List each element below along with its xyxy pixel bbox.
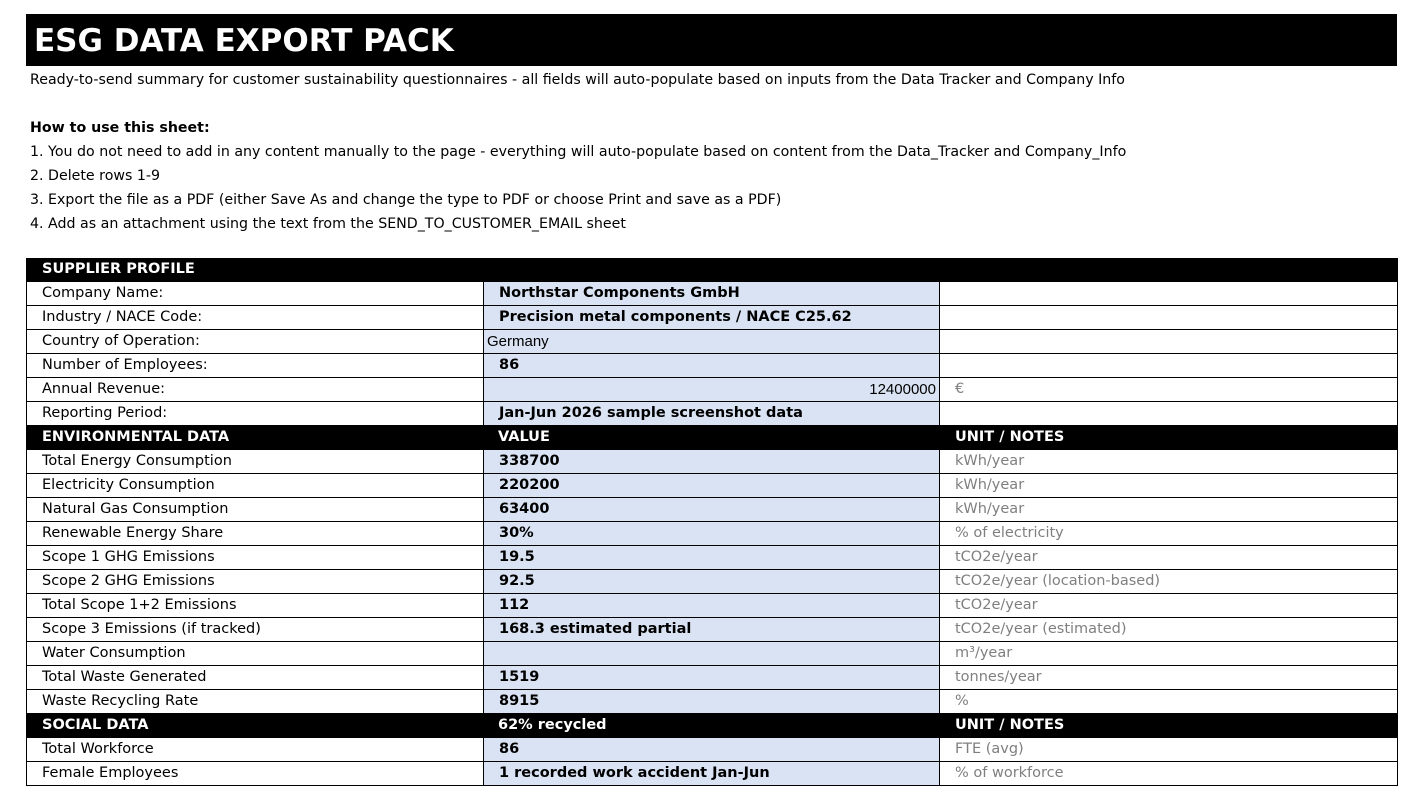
row-label[interactable]: Reporting Period: — [26, 402, 483, 425]
row-value[interactable]: Northstar Components GmbH — [483, 282, 940, 305]
row-label[interactable]: Company Name: — [26, 282, 483, 305]
row-unit[interactable]: tCO2e/year (location-based) — [940, 570, 1398, 593]
row-value[interactable]: 1 recorded work accident Jan-Jun — [483, 762, 940, 785]
row-label[interactable]: Scope 1 GHG Emissions — [26, 546, 483, 569]
page-title: ESG DATA EXPORT PACK — [34, 23, 454, 59]
table-row — [26, 546, 1398, 570]
row-value[interactable]: 8915 — [483, 690, 940, 713]
section-title[interactable]: ENVIRONMENTAL DATA — [26, 426, 483, 449]
table-row — [26, 738, 1398, 762]
instructions-heading: How to use this sheet: — [30, 120, 210, 136]
row-value[interactable]: Jan-Jun 2026 sample screenshot data — [483, 402, 940, 425]
row-unit[interactable]: tCO2e/year — [940, 546, 1398, 569]
row-label[interactable]: Number of Employees: — [26, 354, 483, 377]
value-column-header[interactable]: VALUE — [483, 426, 940, 449]
row-value[interactable]: 19.5 — [483, 546, 940, 569]
row-label[interactable]: Country of Operation: — [26, 330, 483, 353]
table-row — [26, 498, 1398, 522]
unit-column-header[interactable]: UNIT / NOTES — [940, 714, 1398, 737]
row-value[interactable]: 112 — [483, 594, 940, 617]
row-label[interactable]: Natural Gas Consumption — [26, 498, 483, 521]
section-header-supplier-profile — [26, 258, 1398, 282]
row-unit[interactable]: € — [940, 378, 1398, 401]
row-label[interactable]: Annual Revenue: — [26, 378, 483, 401]
section-header-environmental — [26, 426, 1398, 450]
section-title[interactable]: SOCIAL DATA — [26, 714, 483, 737]
table-row — [26, 354, 1398, 378]
row-unit[interactable]: kWh/year — [940, 498, 1398, 521]
table-row — [26, 666, 1398, 690]
row-value[interactable]: Germany — [483, 330, 940, 353]
row-label[interactable]: Female Employees — [26, 762, 483, 785]
row-unit[interactable]: kWh/year — [940, 450, 1398, 473]
table-row — [26, 378, 1398, 402]
row-label[interactable]: Electricity Consumption — [26, 474, 483, 497]
row-value[interactable]: 63400 — [483, 498, 940, 521]
row-unit[interactable] — [940, 330, 1398, 353]
instruction-step-2: 2. Delete rows 1-9 — [30, 168, 161, 184]
table-row — [26, 570, 1398, 594]
table-row — [26, 402, 1398, 426]
row-value[interactable]: 1519 — [483, 666, 940, 689]
row-unit[interactable]: tonnes/year — [940, 666, 1398, 689]
row-label[interactable]: Scope 3 Emissions (if tracked) — [26, 618, 483, 641]
row-unit[interactable]: % — [940, 690, 1398, 713]
table-row — [26, 450, 1398, 474]
table-row — [26, 306, 1398, 330]
page-subtitle: Ready-to-send summary for customer sustainability questionnaires - all fields will auto-populate based on inputs from the Data Tracker and Company Info — [30, 72, 1125, 88]
section-title[interactable]: SUPPLIER PROFILE — [26, 258, 483, 281]
row-label[interactable]: Total Energy Consumption — [26, 450, 483, 473]
row-unit[interactable]: tCO2e/year (estimated) — [940, 618, 1398, 641]
table-row — [26, 690, 1398, 714]
row-unit[interactable]: m³/year — [940, 642, 1398, 665]
row-label[interactable]: Water Consumption — [26, 642, 483, 665]
row-label[interactable]: Total Workforce — [26, 738, 483, 761]
row-value[interactable]: 220200 — [483, 474, 940, 497]
unit-column-header[interactable]: UNIT / NOTES — [940, 426, 1398, 449]
row-label[interactable]: Scope 2 GHG Emissions — [26, 570, 483, 593]
row-value[interactable] — [483, 642, 940, 665]
table-row — [26, 618, 1398, 642]
table-row — [26, 642, 1398, 666]
row-label[interactable]: Total Scope 1+2 Emissions — [26, 594, 483, 617]
instruction-step-4: 4. Add as an attachment using the text from the SEND_TO_CUSTOMER_EMAIL sheet — [30, 216, 626, 232]
row-label[interactable]: Waste Recycling Rate — [26, 690, 483, 713]
instruction-step-1: 1. You do not need to add in any content manually to the page - everything will auto-populate based on content from the Data_Tracker and Company_Info — [30, 144, 1127, 160]
row-value[interactable]: 92.5 — [483, 570, 940, 593]
row-unit[interactable]: % of electricity — [940, 522, 1398, 545]
row-label[interactable]: Total Waste Generated — [26, 666, 483, 689]
table-row — [26, 522, 1398, 546]
row-value[interactable]: Precision metal components / NACE C25.62 — [483, 306, 940, 329]
row-value[interactable]: 86 — [483, 354, 940, 377]
table-row — [26, 330, 1398, 354]
section-header-social — [26, 714, 1398, 738]
esg-data-table — [26, 258, 1398, 786]
row-unit[interactable]: tCO2e/year — [940, 594, 1398, 617]
row-value[interactable]: 168.3 estimated partial — [483, 618, 940, 641]
row-unit[interactable]: % of workforce — [940, 762, 1398, 785]
row-label[interactable]: Industry / NACE Code: — [26, 306, 483, 329]
row-value[interactable]: 30% — [483, 522, 940, 545]
row-unit[interactable] — [940, 306, 1398, 329]
row-unit[interactable] — [940, 402, 1398, 425]
table-row — [26, 762, 1398, 786]
row-label[interactable]: Renewable Energy Share — [26, 522, 483, 545]
table-row — [26, 282, 1398, 306]
row-unit[interactable] — [940, 282, 1398, 305]
instruction-step-3: 3. Export the file as a PDF (either Save As and change the type to PDF or choose Print and save as a PDF) — [30, 192, 782, 208]
table-row — [26, 594, 1398, 618]
row-value[interactable]: 86 — [483, 738, 940, 761]
row-unit[interactable] — [940, 354, 1398, 377]
row-value[interactable]: 338700 — [483, 450, 940, 473]
row-value[interactable]: 12400000 — [483, 378, 940, 401]
row-unit[interactable]: kWh/year — [940, 474, 1398, 497]
row-unit[interactable]: FTE (avg) — [940, 738, 1398, 761]
value-column-header[interactable]: 62% recycled — [483, 714, 940, 737]
table-row — [26, 474, 1398, 498]
title-bar — [26, 14, 1397, 66]
